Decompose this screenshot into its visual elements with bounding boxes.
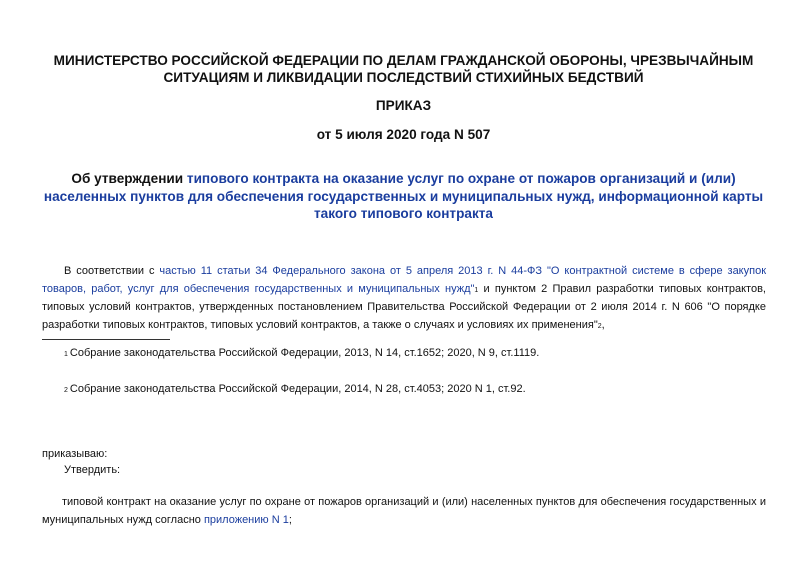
footnote-1 [64,347,539,359]
document-date-number: от 5 июля 2020 года N 507 [316,127,491,142]
footnote-1-mark: 1 [64,351,68,358]
decree-word: приказываю: [42,448,108,460]
footnote-1-text: Собрание законодательства Российской Федерации, 2013, N 14, ст.1652; 2020, N 9, ст.1119. [69,347,540,359]
subject-link[interactable]: типового контракта на оказание услуг по охране от пожаров организаций и (или) населенных пунктов для обеспечения государственных и муниципальных нужд, информационной карты такого типового контракта [43,171,764,221]
intro-paragraph [42,263,766,335]
footnote-2 [64,383,526,395]
appendix-1-link[interactable]: приложению N 1 [203,513,289,526]
approve-word: Утвердить: [64,464,121,476]
approval-item-text: типовой контракт на оказание услуг по охране от пожаров организаций и (или) населенных пунктов для обеспечения государственных и муниципальных нужд согласно [42,496,766,526]
document-type: ПРИКАЗ [375,98,432,113]
approval-item-end: ; [288,513,292,526]
ministry-title: МИНИСТЕРСТВО РОССИЙСКОЙ ФЕДЕРАЦИИ ПО ДЕЛАМ ГРАЖДАНСКОЙ ОБОРОНЫ, ЧРЕЗВЫЧАЙНЫМ СИТУАЦИЯМ И ЛИКВИДАЦИИ ПОСЛЕДСТВИЙ СТИХИЙНЫХ БЕДСТВИЙ [53,53,754,85]
document-subject [40,170,767,223]
footnote-divider [42,339,170,340]
intro-text-2: и пунктом 2 Правил разработки типовых контрактов, типовых условий контрактов, утвержденных постановлением Правительства Российской Федерации от 2 июля 2014 г. N 606 "О порядке разработки типовых контрактов, типовых условий контрактов, а также о случаях и условиях их применения" [42,282,766,331]
approval-item [42,494,766,529]
footnote-ref-2[interactable]: 2 [597,322,602,330]
law-44fz-link[interactable]: частью 11 статьи 34 Федерального закона от 5 апреля 2013 г. N 44-ФЗ "О контрактной системе в сфере закупок товаров, работ, услуг для обеспечения государственных и муниципальных нужд" [42,265,767,295]
footnote-2-text: Собрание законодательства Российской Федерации, 2014, N 28, ст.4053; 2020 N 1, ст.92. [69,383,526,395]
footnote-2-mark: 2 [64,387,68,394]
subject-prefix: Об утверждении [71,171,187,186]
intro-text-1: В соответствии с [64,265,160,277]
footnote-ref-1[interactable]: 1 [474,286,479,294]
intro-text-3: , [601,318,605,331]
